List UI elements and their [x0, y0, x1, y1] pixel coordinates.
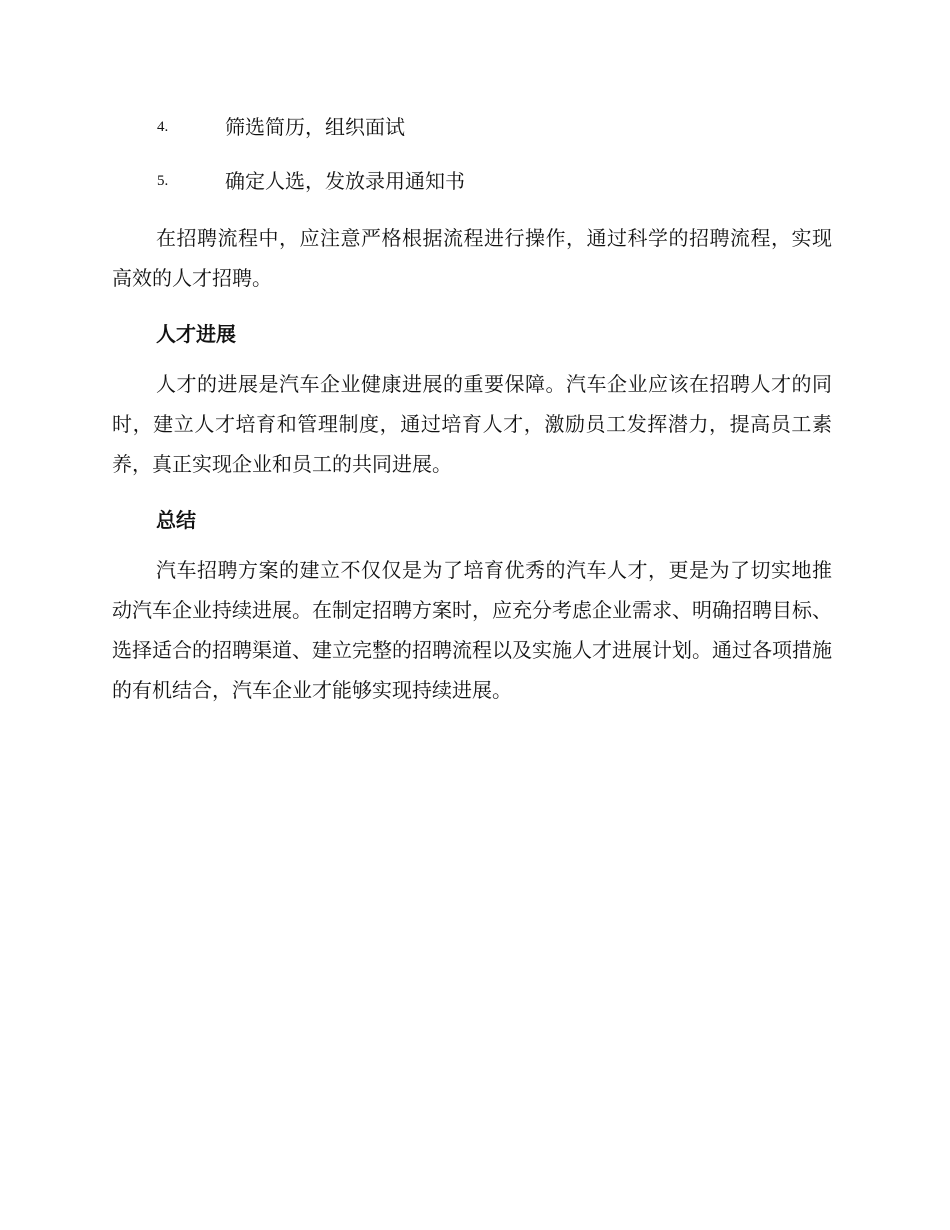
section-heading-summary: 总结: [156, 508, 196, 532]
list-item: [112, 110, 832, 144]
list-item-text: 确定人选，发放录用通知书: [225, 169, 465, 193]
section-heading-talent-development: 人才进展: [156, 322, 236, 346]
list-item-text: 筛选简历，组织面试: [225, 115, 405, 139]
list-item-number: 5.: [157, 173, 169, 189]
paragraph-talent-development: 人才的进展是汽车企业健康进展的重要保障。汽车企业应该在招聘人才的同时，建立人才培育和管理制度，通过培育人才，激励员工发挥潜力，提高员工素养，真正实现企业和员工的共同进展。: [112, 372, 832, 476]
document-body: [112, 110, 832, 726]
list-item-number: 4.: [157, 119, 169, 135]
list-item: [112, 164, 832, 198]
paragraph-summary: 汽车招聘方案的建立不仅仅是为了培育优秀的汽车人才，更是为了切实地推动汽车企业持续进展。在制定招聘方案时，应充分考虑企业需求、明确招聘目标、选择适合的招聘渠道、建立完整的招聘流程以及实施人才进展计划。通过各项措施的有机结合，汽车企业才能够实现持续进展。: [112, 558, 832, 702]
paragraph-recruitment-process: 在招聘流程中，应注意严格根据流程进行操作，通过科学的招聘流程，实现高效的人才招聘。: [112, 226, 832, 290]
